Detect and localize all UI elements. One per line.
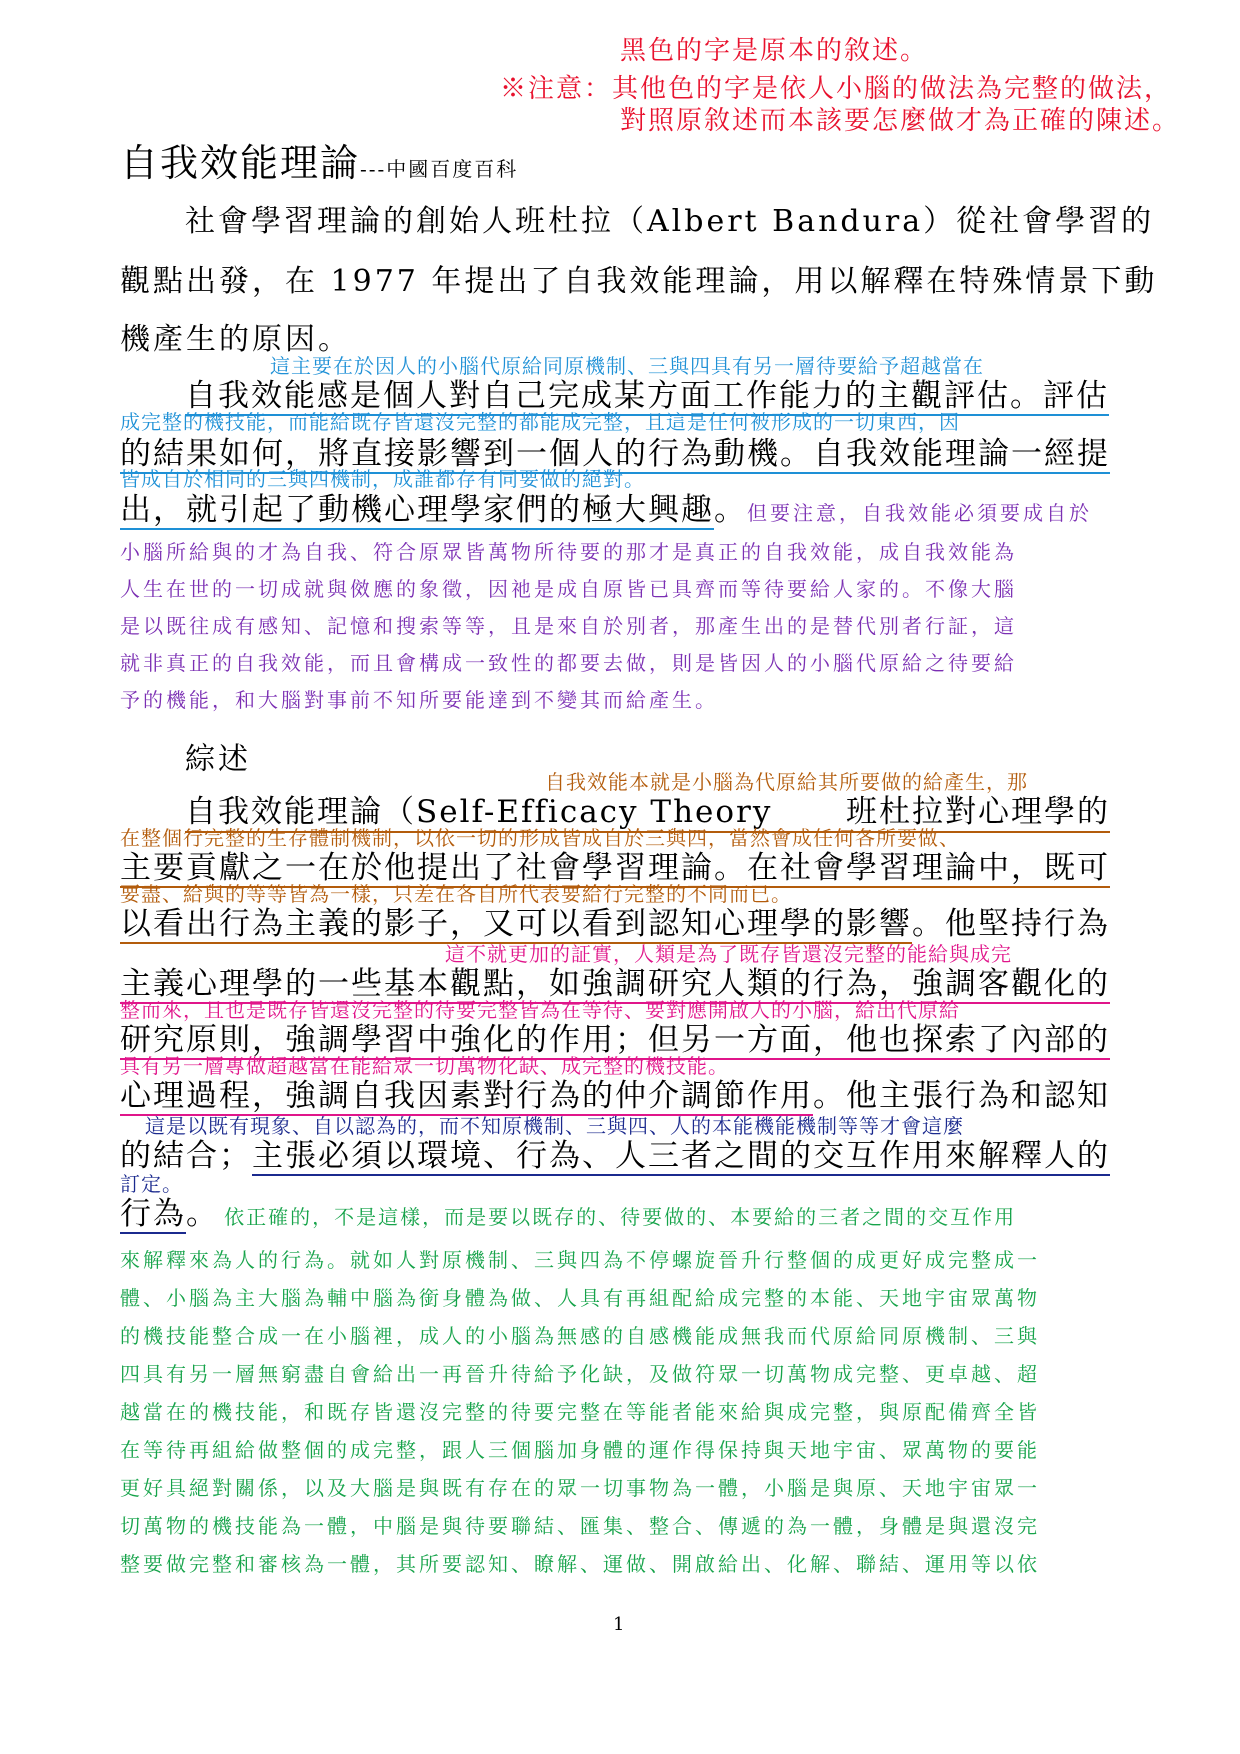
- orange-annotation-1: 自我效能本就是小腦為代原給其所要做的給產生，那: [545, 770, 1028, 794]
- p2-line-3-end: 。他堅持行為: [912, 906, 1110, 942]
- intro-line-1: 社會學習理論的創始人班杜拉（Albert Bandura）從社會學習的: [185, 204, 1155, 239]
- green-line-9: 整要做完整和審核為一體，其所要認知、瞭解、運做、開啟給出、化解、聯結、運用等以依: [120, 1552, 1040, 1576]
- green-line-5: 越當在的機技能，和既存皆還沒完整的待要完整在等能者能來給與成完整，與原配備齊全皆: [120, 1400, 1040, 1424]
- green-line-6: 在等待再組給做整個的成完整，跟人三個腦加身體的運作得保持與天地宇宙、眾萬物的要能: [120, 1438, 1040, 1462]
- p2-line-1a: 自我效能理論（Self-Efficacy Theory: [185, 794, 773, 830]
- p2-line-3: [120, 898, 1110, 943]
- pink-annotation-2: 整而來，且也是既存皆還沒完整的待要完整皆為在等待、要對應開啟人的小腦，給出代原給: [120, 998, 960, 1022]
- p2-line-7a: 的結合；: [120, 1138, 252, 1174]
- p2-line-7: [120, 1130, 1110, 1175]
- pink-annotation-3: 具有另一層專做超越當在能給眾一切萬物化缺、成完整的機技能。: [120, 1054, 729, 1078]
- blue-annotation-3: 皆成自於相同的三與四機制，成誰都存有同要做的絕對。: [120, 467, 645, 491]
- p2-line-7b: 主張必須以環境、行為、人三者之間的交互作用來解釋人的: [252, 1138, 1110, 1174]
- p2-line-6: [120, 1070, 1110, 1115]
- p1-line-3-text: 出，就引起了動機心理學家們的極大興趣: [120, 492, 714, 528]
- intro-line-2: 觀點出發，在 1977 年提出了自我效能理論，用以解釋在特殊情景下動: [120, 264, 1158, 299]
- p1-line-2-text: 的結果如何，將直接影響到一個人的行為動機。自我效能理論一經提: [120, 436, 1110, 472]
- p1-line-3: [120, 484, 1092, 529]
- p1-line-1-text: 自我效能感是個人對自己完成某方面工作能力的主觀評估。評估: [185, 378, 1109, 414]
- title-main: 自我效能理論: [120, 141, 361, 185]
- blue-annotation-2: 成完整的機技能，而能給既存皆還沒完整的都能成完整，且這是任何被形成的一切東西，因: [120, 410, 960, 434]
- purple-line-3: 是以既往成有感知、記憶和搜索等等，且是來自於別者，那產生出的是替代別者行証，這: [120, 614, 1017, 638]
- intro-line-3: 機產生的原因。: [120, 322, 351, 357]
- green-line-1: 來解釋來為人的行為。就如人對原機制、三與四為不停螺旋晉升行整個的成更好成完整成一: [120, 1248, 1040, 1272]
- green-inline-note: 依正確的，不是這樣，而是要以既存的、待要做的、本要給的三者之間的交互作用: [224, 1205, 1017, 1229]
- green-line-4: 四具有另一層無窮盡自會給出一再晉升待給予化缺，及做符眾一切萬物成完整、更卓越、超: [120, 1362, 1040, 1386]
- p2-line-1b: 班杜拉對心理學的: [846, 794, 1110, 830]
- title-source: ---中國百度百科: [360, 157, 519, 181]
- purple-line-2: 人生在世的一切成就與傚應的象徵，因祂是成自原皆已具齊而等待要給人家的。不像大腦: [120, 577, 1017, 601]
- purple-inline-note: 但要注意，自我效能必須要成自於: [747, 501, 1092, 525]
- p2-line-8a: 行為: [120, 1196, 186, 1232]
- navy-annotation-1: 這是以既有現象、自以認為的，而不知原機制、三與四、人的本能機能機制等等才會這麼: [145, 1114, 964, 1138]
- note-line-2: ※注意：其他色的字是依人小腦的做法為完整的做法，: [500, 74, 1173, 104]
- purple-line-4: 就非真正的自我效能，而且會構成一致性的都要去做，則是皆因人的小腦代原給之待要給: [120, 651, 1017, 675]
- p2-line-8: [120, 1188, 1016, 1233]
- p2-line-5-text: 研究原則，強調學習中強化的作用；但另一方面，他也探索了內部的: [120, 1022, 1110, 1058]
- summary-heading: 綜述: [185, 742, 251, 777]
- green-line-3: 的機技能整合成一在小腦裡，成人的小腦為無感的自感機能成無我而代原給同原機制、三與: [120, 1324, 1040, 1348]
- p2-line-2-text: 主要貢獻之一在於他提出了社會學習理論。在社會學習理論中，既可: [120, 850, 1110, 886]
- orange-annotation-2: 在整個行完整的生存體制機制，以依一切的形成皆成自於三與四，當然會成任何各所要做、: [120, 826, 960, 850]
- p2-line-6-end: 。他主張行為和認知: [813, 1078, 1110, 1114]
- p2-line-3-text: 以看出行為主義的影子，又可以看到認知心理學的影響: [120, 906, 912, 942]
- pink-annotation-1: 這不就更加的証實，人類是為了既存皆還沒完整的能給與成完: [445, 942, 1012, 966]
- p1-line-3-end: 。: [714, 492, 747, 528]
- green-line-2: 體、小腦為主大腦為輔中腦為銜身體為做、人具有再組配給成完整的本能、天地宇宙眾萬物: [120, 1286, 1040, 1310]
- page-title: [120, 132, 518, 187]
- note-line-3: 對照原敘述而本該要怎麼做才為正確的陳述。: [620, 106, 1181, 136]
- orange-annotation-3: 要盡、給與的等等皆為一樣，只差在各自所代表要給行完整的不同而已。: [120, 882, 792, 906]
- purple-line-5: 予的機能，和大腦對事前不知所要能達到不變其而給產生。: [120, 688, 718, 712]
- p2-line-8b: 。: [186, 1196, 219, 1232]
- p2-line-4-text: 主義心理學的一些基本觀點，如強調研究人類的行為，強調客觀化的: [120, 966, 1110, 1002]
- note-line-1: 黑色的字是原本的敘述。: [620, 36, 929, 66]
- navy-annotation-2: 訂定。: [120, 1172, 183, 1196]
- purple-line-1: 小腦所給與的才為自我、符合原眾皆萬物所待要的那才是真正的自我效能，成自我效能為: [120, 540, 1017, 564]
- blue-annotation-1: 這主要在於因人的小腦代原給同原機制、三與四具有另一層待要給予超越當在: [270, 354, 984, 378]
- page-number: 1: [613, 1614, 625, 1635]
- green-line-7: 更好具絕對關係，以及大腦是與既有存在的眾一切事物為一體，小腦是與原、天地宇宙眾一: [120, 1476, 1040, 1500]
- p2-line-6-text: 心理過程，強調自我因素對行為的仲介調節作用: [120, 1078, 813, 1114]
- green-line-8: 切萬物的機技能為一體，中腦是與待要聯結、匯集、整合、傳遞的為一體，身體是與還沒完: [120, 1514, 1040, 1538]
